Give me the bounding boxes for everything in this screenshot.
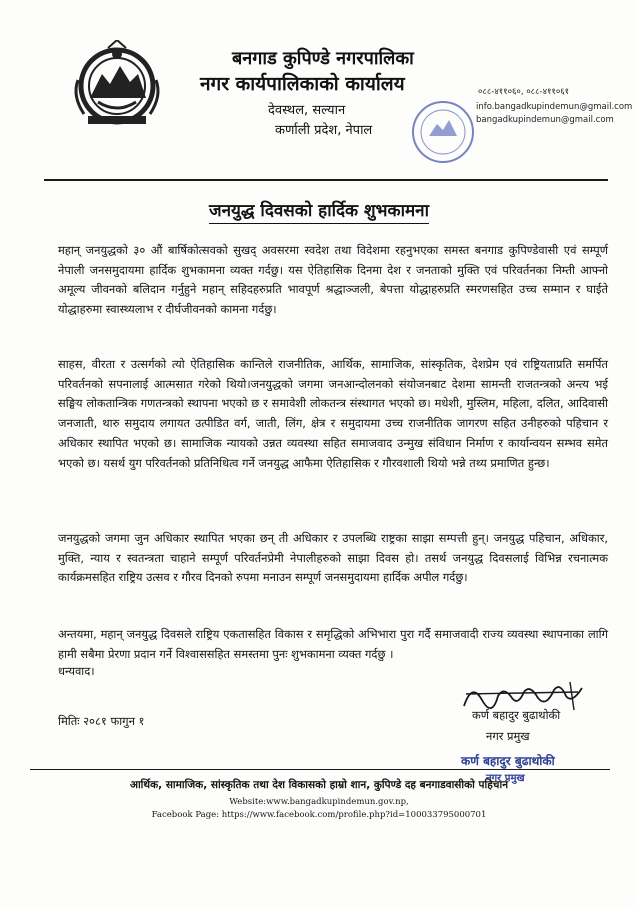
- body-paragraph-1: महान् जनयुद्धको ३० औं बार्षिकोत्सवको सुखद् अवसरमा स्वदेश तथा विदेशमा रहनुभएका समस्त बनगाड कुपिण्डेवासी एवं सम्पूर्ण नेपाली जनसमुदायमा हार्दिक शुभकामना व्यक्त गर्दछु। यस ऐतिहासिक दिनमा देश र जनताको मुक्ति एवं परिवर्तनका निम्ती आफ्नो अमूल्य जीवनको बलिदान गर्नुहुने महान् सहिदहरुप्रति भावपूर्ण श्रद्धाञ्जली, बेपत्ता योद्धाहरुप्रति स्मरणसहित उच्च सम्मान र घाईते योद्धाहरुमा स्वास्थ्यलाभ र दीर्घजीवनको कामना गर्दछु।: [58, 243, 608, 317]
- footer-facebook: Facebook Page: https://www.facebook.com/profile.php?id=100033795000701: [151, 810, 487, 820]
- office-seal-stamp: [405, 96, 481, 168]
- nepal-emblem-logo: [68, 40, 166, 128]
- office-name: नगर कार्यपालिकाको कार्यालय: [200, 73, 405, 95]
- signer-title: नगर प्रमुख: [486, 729, 530, 743]
- office-location: देवस्थल, सल्यान: [268, 103, 346, 118]
- document-date: मितिः २०८१ फागुन १: [58, 714, 145, 728]
- signer-name: कर्ण बहादुर बुढाथोकी: [472, 708, 561, 722]
- municipality-name: बनगाड कुपिण्डे नगरपालिका: [232, 48, 414, 69]
- closing-thanks: धन्यवाद।: [58, 664, 95, 678]
- email-address: info.bangadkupindemun@gmail.com: [476, 102, 633, 112]
- body-paragraph-4: अन्तयमा, महान् जनयुद्ध दिवसले राष्ट्रिय एकतासहित विकास र समृद्धिको अभिभारा पुरा गर्दै समाजवादी राज्य व्यवस्था स्थापनाका लागि हामी सबैमा प्रेरणा प्रदान गर्ने विश्वाससहित समस्तमा पुनः शुभकामना व्यक्त गर्दछु ।: [58, 627, 608, 661]
- footer-website: Website:www.bangadkupindemun.gov.np,: [229, 797, 409, 807]
- signer-stamp-name: कर्ण बहादुर बुढाथोकी: [461, 754, 555, 768]
- body-paragraph-3: जनयुद्धको जगमा जुन अधिकार स्थापित भएका छन् ती अधिकार र उपलब्धि राष्ट्रका साझा सम्पत्ती हुन्। जनयुद्ध पहिचान, अधिकार, मुक्ति, न्याय र स्वतन्त्रता चाहाने सम्पूर्ण परिवर्तनप्रेमी नेपालीहरुको साझा दिवस हो। तसर्थ जनयुद्ध दिवसलाई विभिन्न रचनात्मक कार्यक्रमसहित राष्ट्रिय उत्सव र गौरव दिनको रुपमा मनाउन सम्पूर्ण जनसमुदायमा हार्दिक अपील गर्दछु।: [58, 531, 608, 585]
- document-title: जनयुद्ध दिवसको हार्दिक शुभकामना: [0, 198, 638, 221]
- phone-numbers: ०८८-४११०६०, ०८८-४११०६१: [478, 87, 570, 97]
- email-address-alt: bangadkupindemun@gmail.com: [476, 115, 614, 125]
- header-divider: [44, 179, 608, 181]
- footer-divider: [30, 769, 610, 770]
- body-paragraph-2: साहस, वीरता र उत्सर्गको त्यो ऐतिहासिक कान्तिले राजनीतिक, आर्थिक, सामाजिक, सांस्कृतिक, देशप्रेम एवं राष्ट्रियताप्रति समर्पित परिवर्तनको सपनालाई आत्मसात गरेको थियो।जनयुद्धको जगमा जनआन्दोलनको संयोजनबाट देशमा सामन्ती राजतन्त्रको अन्त्य भई सङ्घिय लोकतान्त्रिक गणतन्त्रको स्थापना भएको छ र समावेशी लोकतन्त्र संस्थागत भएको छ। मधेशी, मुस्लिम, महिला, दलित, आदिवासी जनजाती, थारु समुदाय लगायत उत्पीडित वर्ग, जाती, लिंग, क्षेत्र र समुदायमा उच्च राजनीतिक जागरण सहित उनीहरुको पहिचान र अधिकार स्थापित भएको छ। सामाजिक न्यायको उन्नत व्यवस्था सहित समाजवाद उन्मुख संविधान निर्माण र कार्यान्वयन सम्भव समेत भएको छ। यसर्थ युग परिवर्तनको प्रतिनिधित्व गर्ने जनयुद्ध आफैमा ऐतिहासिक र गौरवशाली थियो भन्ने तथ्य प्रमाणित हुन्छ।: [58, 357, 608, 470]
- signer-stamp-title: नगर प्रमुख: [486, 773, 525, 784]
- footer-slogan: आर्थिक, सामाजिक, सांस्कृतिक तथा देश विकासको हाम्रो शान, कुपिण्डे दह बनगाडवासीको पहिचान: [129, 779, 509, 791]
- office-province: कर्णाली प्रदेश, नेपाल: [275, 123, 373, 138]
